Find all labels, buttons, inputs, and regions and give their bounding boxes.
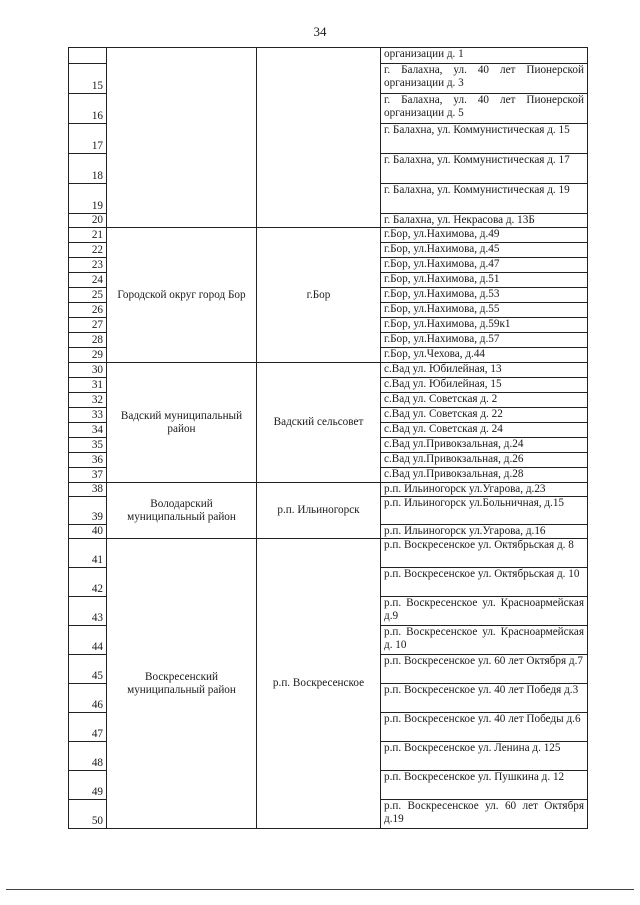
row-number	[69, 48, 107, 64]
address-cell: г.Бор, ул.Нахимова, д.51	[381, 273, 588, 288]
row-number: 15	[69, 64, 107, 94]
district-cell: Володарский муниципальный район	[107, 483, 257, 539]
row-number: 50	[69, 800, 107, 829]
address-cell: р.п. Воскресенское ул. 40 лет Победы д.6	[381, 713, 588, 742]
row-number: 36	[69, 453, 107, 468]
address-cell: р.п. Ильиногорск ул.Угарова, д.16	[381, 525, 588, 539]
address-cell: р.п. Воскресенское ул. Пушкина д. 12	[381, 771, 588, 800]
settlement-cell: г.Бор	[257, 228, 381, 363]
address-cell: г.Бор, ул.Нахимова, д.45	[381, 243, 588, 258]
settlement-cell: Вадский сельсовет	[257, 363, 381, 483]
address-cell: г. Балахна, ул. Коммунистическая д. 17	[381, 154, 588, 184]
row-number: 29	[69, 348, 107, 363]
row-number: 18	[69, 154, 107, 184]
row-number: 25	[69, 288, 107, 303]
row-number: 41	[69, 539, 107, 568]
settlement-cell: р.п. Ильиногорск	[257, 483, 381, 539]
address-cell: р.п. Воскресенское ул. 40 лет Победя д.3	[381, 684, 588, 713]
row-number: 26	[69, 303, 107, 318]
table-row	[69, 363, 588, 378]
district-cell: Городской округ город Бор	[107, 228, 257, 363]
row-number: 16	[69, 94, 107, 124]
address-cell: г.Бор, ул.Нахимова, д.59к1	[381, 318, 588, 333]
row-number: 23	[69, 258, 107, 273]
row-number: 21	[69, 228, 107, 243]
row-number: 24	[69, 273, 107, 288]
row-number: 19	[69, 184, 107, 214]
row-number: 40	[69, 525, 107, 539]
address-cell: г. Балахна, ул. 40 лет Пионерской организации д. 5	[381, 94, 588, 124]
address-cell: с.Вад ул. Юбилейная, 15	[381, 378, 588, 393]
address-cell: с.Вад ул. Советская д. 24	[381, 423, 588, 438]
address-cell: г.Бор, ул.Нахимова, д.53	[381, 288, 588, 303]
row-number: 49	[69, 771, 107, 800]
address-table	[68, 47, 588, 829]
row-number: 31	[69, 378, 107, 393]
row-number: 48	[69, 742, 107, 771]
address-cell: р.п. Воскресенское ул. 60 лет Октября д.7	[381, 655, 588, 684]
row-number: 45	[69, 655, 107, 684]
address-cell: р.п. Ильиногорск ул.Угарова, д.23	[381, 483, 588, 497]
address-cell: р.п. Ильиногорск ул.Больничная, д.15	[381, 497, 588, 525]
footer-rule	[6, 889, 634, 890]
table-row	[69, 483, 588, 497]
address-cell: р.п. Воскресенское ул. Красноармейская д. 10	[381, 626, 588, 655]
address-cell: г. Балахна, ул. Коммунистическая д. 15	[381, 124, 588, 154]
row-number: 17	[69, 124, 107, 154]
settlement-cell: р.п. Воскресенское	[257, 539, 381, 829]
address-cell: с.Вад ул.Привокзальная, д.26	[381, 453, 588, 468]
address-cell: р.п. Воскресенское ул. Красноармейская д.9	[381, 597, 588, 626]
row-number: 32	[69, 393, 107, 408]
page-number: 34	[313, 24, 327, 39]
row-number: 20	[69, 214, 107, 228]
row-number: 43	[69, 597, 107, 626]
address-cell: р.п. Воскресенское ул. 60 лет Октября д.19	[381, 800, 588, 829]
district-cell: Воскресенский муниципальный район	[107, 539, 257, 829]
row-number: 22	[69, 243, 107, 258]
row-number: 42	[69, 568, 107, 597]
address-cell: г. Балахна, ул. Некрасова д. 13Б	[381, 214, 588, 228]
address-cell: г. Балахна, ул. 40 лет Пионерской организации д. 3	[381, 64, 588, 94]
row-number: 33	[69, 408, 107, 423]
address-cell: с.Вад ул. Советская д. 22	[381, 408, 588, 423]
address-cell: г.Бор, ул.Нахимова, д.49	[381, 228, 588, 243]
address-cell: с.Вад ул. Юбилейная, 13	[381, 363, 588, 378]
address-cell: р.п. Воскресенское ул. Октябрьская д. 10	[381, 568, 588, 597]
row-number: 37	[69, 468, 107, 483]
row-number: 34	[69, 423, 107, 438]
row-number: 30	[69, 363, 107, 378]
table-row	[69, 539, 588, 568]
row-number: 38	[69, 483, 107, 497]
district-cell: Вадский муниципальный район	[107, 363, 257, 483]
address-cell: г.Бор, ул.Нахимова, д.55	[381, 303, 588, 318]
address-cell: организации д. 1	[381, 48, 588, 64]
row-number: 28	[69, 333, 107, 348]
address-cell: р.п. Воскресенское ул. Октябрьская д. 8	[381, 539, 588, 568]
address-cell: с.Вад ул.Привокзальная, д.24	[381, 438, 588, 453]
table-row	[69, 48, 588, 64]
address-cell: р.п. Воскресенское ул. Ленина д. 125	[381, 742, 588, 771]
address-cell: г.Бор, ул.Чехова, д.44	[381, 348, 588, 363]
address-cell: с.Вад ул.Привокзальная, д.28	[381, 468, 588, 483]
row-number: 39	[69, 497, 107, 525]
address-cell: г.Бор, ул.Нахимова, д.57	[381, 333, 588, 348]
row-number: 44	[69, 626, 107, 655]
address-cell: г. Балахна, ул. Коммунистическая д. 19	[381, 184, 588, 214]
district-cell	[107, 48, 257, 228]
row-number: 27	[69, 318, 107, 333]
table-row	[69, 228, 588, 243]
row-number: 47	[69, 713, 107, 742]
row-number: 46	[69, 684, 107, 713]
address-cell: с.Вад ул. Советская д. 2	[381, 393, 588, 408]
settlement-cell	[257, 48, 381, 228]
address-cell: г.Бор, ул.Нахимова, д.47	[381, 258, 588, 273]
row-number: 35	[69, 438, 107, 453]
